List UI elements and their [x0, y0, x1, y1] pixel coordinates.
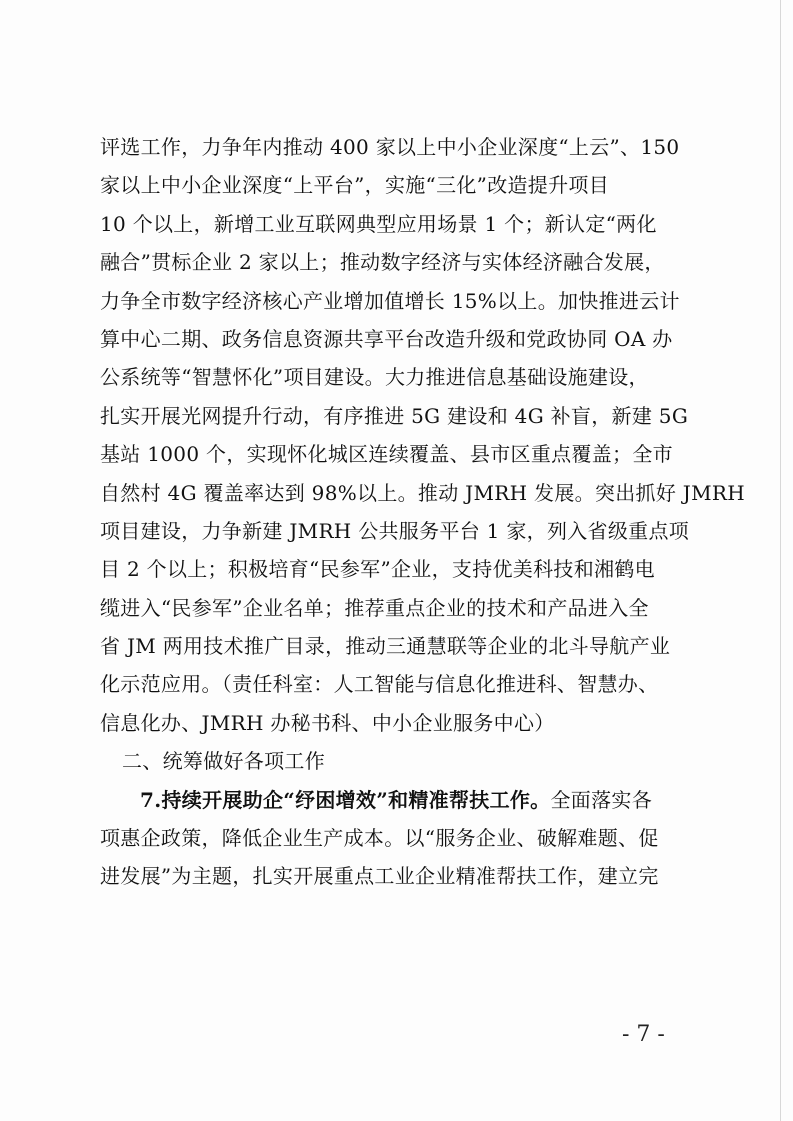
paragraph-line: 目 2 个以上；积极培育“民参军”企业，支持优美科技和湘鹤电: [100, 557, 655, 582]
paragraph-line: 融合”贯标企业 2 家以上；推动数字经济与实体经济融合发展，: [100, 250, 665, 275]
paragraph-lead-title: 7.持续开展助企“纾困增效”和精准帮扶工作。: [140, 787, 551, 812]
paragraph-line: 项惠企政策，降低企业生产成本。以“服务企业、破解难题、促: [100, 826, 659, 851]
page-edge-line: [780, 0, 781, 1121]
paragraph-line: 10 个以上，新增工业互联网典型应用场景 1 个；新认定“两化: [100, 211, 657, 236]
paragraph-line: 家以上中小企业深度“上平台”，实施“三化”改造提升项目: [100, 173, 609, 198]
body-text: [100, 128, 745, 896]
paragraph-line: 省 JM 两用技术推广目录，推动三通慧联等企业的北斗导航产业: [100, 634, 671, 659]
paragraph-line: 算中心二期、政务信息资源共享平台改造升级和党政协同 OA 办: [100, 326, 673, 351]
paragraph-line: 扎实开展光网提升行动，有序推进 5G 建设和 4G 补盲，新建 5G: [100, 403, 689, 428]
paragraph-line: 项目建设，力争新建 JMRH 公共服务平台 1 家，列入省级重点项: [100, 518, 690, 543]
paragraph-line: 信息化办、JMRH 办秘书科、中小企业服务中心）: [100, 710, 555, 735]
paragraph-line: 进发展”为主题，扎实开展重点工业企业精准帮扶工作，建立完: [100, 864, 659, 889]
paragraph-line: 公系统等“智慧怀化”项目建设。大力推进信息基础设施建设，: [100, 365, 649, 390]
page-number: - 7 -: [622, 1022, 665, 1047]
paragraph-line: 化示范应用。（责任科室：人工智能与信息化推进科、智慧办、: [100, 672, 659, 697]
paragraph-line: 缆进入“民参军”企业名单；推荐重点企业的技术和产品进入全: [100, 595, 649, 620]
paragraph-line: 力争全市数字经济核心产业增加值增长 15%以上。加快推进云计: [100, 288, 680, 313]
paragraph-lead-rest: 全面落实各: [550, 787, 652, 812]
section-heading: 二、统筹做好各项工作: [122, 749, 325, 774]
paragraph-line: 自然村 4G 覆盖率达到 98%以上。推动 JMRH 发展。突出抓好 JMRH: [100, 480, 745, 505]
paragraph-first-line: [100, 781, 690, 819]
paragraph-line: 评选工作，力争年内推动 400 家以上中小企业深度“上云”、150: [100, 135, 680, 159]
paragraph-line: 基站 1000 个，实现怀化城区连续覆盖、县市区重点覆盖；全市: [100, 442, 673, 467]
